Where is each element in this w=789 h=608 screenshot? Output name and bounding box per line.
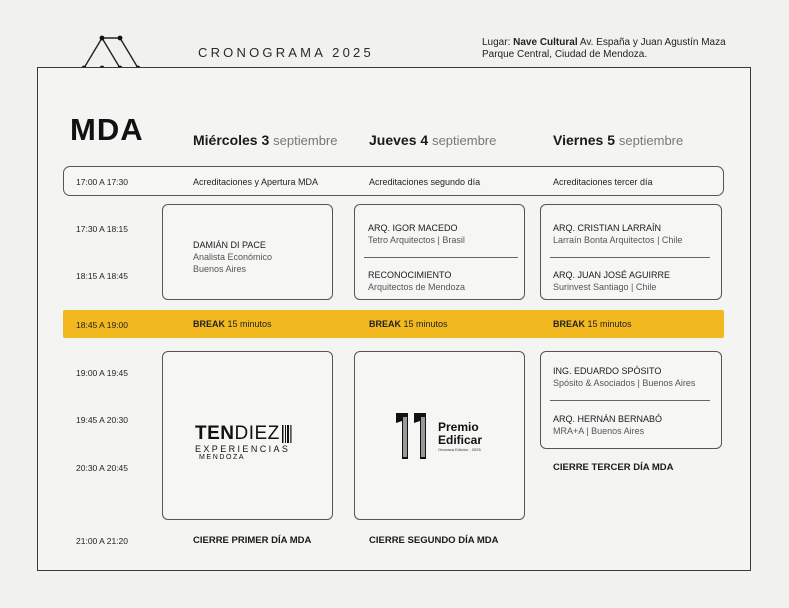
tendiez-brand-a: TEN [195,423,235,444]
break-wed [193,319,272,329]
speaker-name: ARQ. IGOR MACEDO [368,223,458,233]
day-name: Viernes [553,132,604,148]
speaker-affiliation: Surinvest Santiago | Chile [553,282,657,292]
break-duration: 15 minutos [403,319,448,329]
break-duration: 15 minutos [587,319,632,329]
day-name: Jueves [369,132,417,148]
time-slot: 21:00 A 21:20 [76,536,128,546]
speaker-affiliation: MRA+A | Buenos Aires [553,426,645,436]
time-slot: 18:15 A 18:45 [76,271,128,281]
divider [550,257,710,258]
break-duration: 15 minutos [227,319,272,329]
day-month: septiembre [432,133,497,148]
venue-name: Nave Cultural [513,37,578,48]
break-thu [369,319,448,329]
divider [550,400,710,401]
time-slot: 19:45 A 20:30 [76,415,128,425]
tendiez-subtitle: EXPERIENCIAS [195,444,291,454]
venue-city: Parque Central, Ciudad de Mendoza. [482,49,648,60]
break-label: BREAK [553,319,586,329]
session-fri-2a [553,366,695,389]
divider [364,257,518,258]
tendiez-brand-b: DIEZ [234,423,280,444]
premio-edition: Onceava Edición - 2025 [438,447,481,452]
premio-line2: Edificar [438,433,483,447]
tendiez-city: MENDOZA [199,454,246,461]
accreditation-thu: Acreditaciones segundo día [369,177,481,187]
speaker-name: ING. EDUARDO SPÓSITO [553,366,662,376]
venue-info [482,37,726,61]
speaker-name: RECONOCIMIENTO [368,270,452,280]
day-name: Miércoles [193,132,258,148]
speaker-affiliation: Spósito & Asociados | Buenos Aires [553,378,696,388]
accreditation-wed: Acreditaciones y Apertura MDA [193,177,319,187]
speaker-name: DAMIÁN DI PACE [193,240,266,250]
day-month: septiembre [273,133,338,148]
day-header-thursday [369,132,496,148]
time-slot: 18:45 A 19:00 [76,320,128,330]
mda-logo-text: MDA [70,112,144,147]
speaker-name: ARQ. HERNÁN BERNABÓ [553,414,663,424]
speaker-name: ARQ. JUAN JOSÉ AGUIRRE [553,270,671,280]
break-label: BREAK [369,319,402,329]
day-header-wednesday [193,132,337,148]
session-fri-1b [553,270,670,293]
day-number: 3 [261,132,270,148]
session-fri-2b [553,414,662,437]
day-number: 4 [420,132,429,148]
barcode-icon [282,424,292,444]
day-header-friday [553,132,683,148]
speaker-affiliation: Arquitectos de Mendoza [368,282,466,292]
premio-edificar-icon [392,411,434,461]
premio-line1: Premio [438,420,479,434]
venue-label: Lugar: [482,37,511,48]
closing-day-1: CIERRE PRIMER DÍA MDA [193,535,312,546]
time-slot: 19:00 A 19:45 [76,368,128,378]
session-wed-1 [193,240,272,275]
time-slot: 20:30 A 20:45 [76,463,128,473]
speaker-name: ARQ. CRISTIAN LARRAÍN [553,223,662,233]
speaker-affiliation: Larraín Bonta Arquitectos | Chile [553,235,683,245]
break-label: BREAK [193,319,226,329]
day-month: septiembre [618,133,684,148]
session-thu-1b [368,270,465,293]
session-thu-1a [368,223,465,246]
closing-day-3: CIERRE TERCER DÍA MDA [553,462,674,473]
speaker-location: Buenos Aires [193,264,247,274]
session-fri-1a [553,223,682,246]
page-title: CRONOGRAMA 2025 [198,45,374,60]
break-fri [553,319,632,329]
speaker-role: Analista Económico [193,252,273,262]
venue-address: Av. España y Juan Agustín Maza [579,37,726,48]
speaker-affiliation: Tetro Arquitectos | Brasil [368,235,465,245]
time-slot: 17:00 A 17:30 [76,177,128,187]
closing-day-2: CIERRE SEGUNDO DÍA MDA [369,535,499,546]
time-slot: 17:30 A 18:15 [76,224,128,234]
accreditation-fri: Acreditaciones tercer día [553,177,653,187]
tendiez-logo [195,423,307,461]
day-number: 5 [607,132,616,148]
